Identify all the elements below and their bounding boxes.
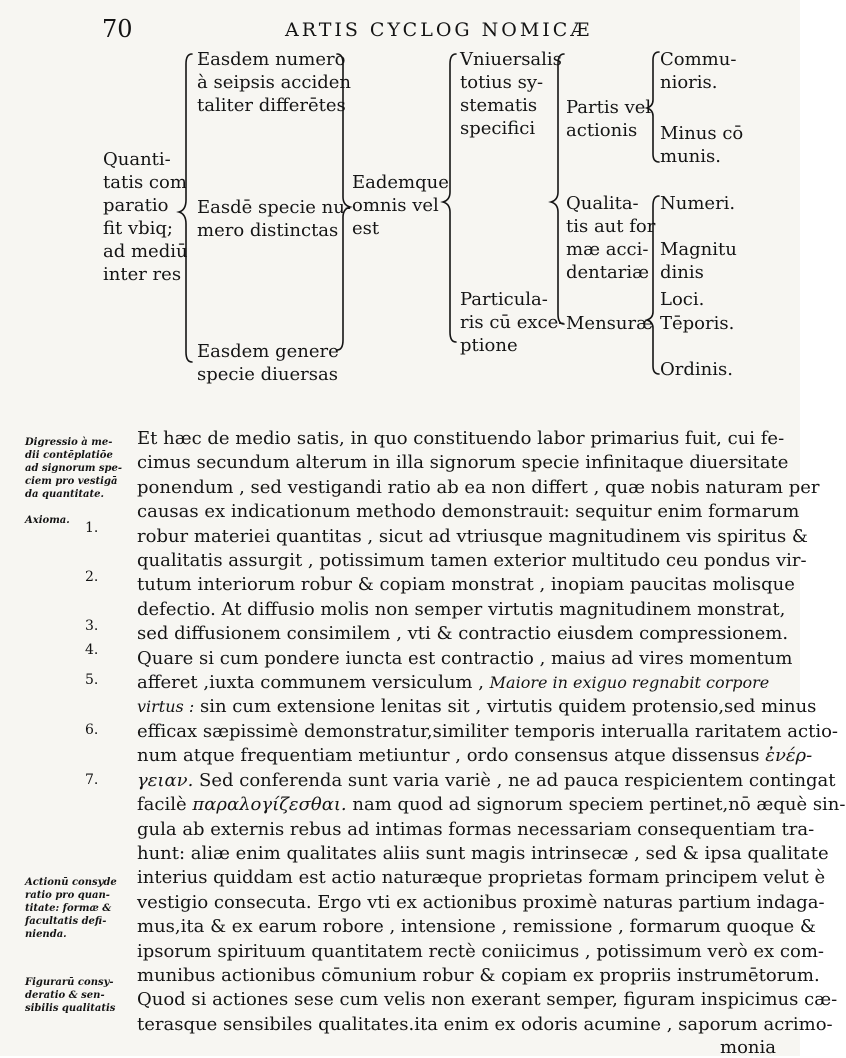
classification-diagram (0, 0, 800, 390)
body-text (137, 425, 846, 1037)
text-line: vestigio consecuta. Ergo vti ex actionibus proximè naturas partium indaga- (137, 891, 825, 913)
margin-note-actionum: Actionū consyde ratio pro quan- titate: formæ & facultatis defi- nienda. (25, 877, 117, 940)
brace-quantitatis (176, 52, 198, 372)
line-number: 1. (85, 520, 99, 536)
brace-vniuersalis (440, 52, 462, 352)
text-line: defectio. At diffusio molis non semper virtutis magnitudinem monstrat, (137, 598, 786, 620)
text-line: tutum interiorum robur & copiam monstrat , inopiam paucitas molisque (137, 574, 795, 596)
text-line: γειαν. Sed conferenda sunt varia variè , ne ad pauca respicientem contingat (137, 769, 836, 791)
text-line: Quare si cum pondere iuncta est contractio , maius ad vires momentum (137, 647, 793, 669)
text-line: mus,ita & ex earum robore , intensione , remissione , formarum quoque & (137, 916, 816, 938)
node-eademque: Eademque omnis vel est (352, 172, 449, 239)
quoted-verse: Maiore in exiguo regnabit corpore (489, 673, 770, 693)
text-line: qualitatis assurgit , potissimum tamen exterior multitudo ceu pondus vir- (137, 550, 807, 572)
quoted-verse-end: virtus : (137, 697, 195, 717)
text-line: sed diffusionem consimilem , vti & contractio eiusdem compressionem. (137, 623, 789, 645)
text-line: terasque sensibiles qualitates.ita enim ex odoris acumine , saporum acrimo- (137, 1013, 833, 1035)
line-number: 3. (85, 618, 99, 634)
text-line: afferet ,iuxta communem versiculum , Maiore in exiguo regnabit corpore (137, 672, 770, 694)
node-magnitudinis: Magnitu dinis (660, 239, 737, 283)
greek-word: γειαν. (137, 769, 194, 791)
node-loci: Loci. (660, 289, 705, 310)
text-line: Et hæc de medio satis, in quo constituendo labor primarius fuit, cui fe- (137, 428, 785, 449)
node-particularis: Particula- ris cū exce- ptione (460, 289, 565, 356)
text-line: num atque frequentiam metiuntur , ordo consensus atque dissensus ἐνέρ- (137, 745, 813, 767)
line-number: 2. (85, 569, 99, 585)
text-line: hunt: aliæ enim qualitates aliis sunt magis intrinsecæ , sed & ipsa qualitate (137, 842, 829, 864)
line-number: 5. (85, 672, 99, 688)
node-specie: Easdē specie nu- mero distinctas (197, 197, 351, 241)
node-mensurae: Mensuræ (566, 313, 654, 334)
page-number: 70 (102, 15, 133, 43)
text-line: facilè παραλογίζεσθαι. nam quod ad signorum speciem pertinet,nō æquè sin- (137, 794, 846, 816)
node-vniuersalis: Vniuersalis totius sy- stematis specifici (460, 49, 562, 139)
line-number: 7. (85, 772, 99, 788)
node-genere: Easdem genere specie diuersas (197, 341, 339, 385)
greek-word: ἐνέρ- (765, 745, 813, 767)
text-line: cimus secundum alterum in illa signorum specie infinitaque diuersitate (137, 452, 789, 474)
node-numeri: Numeri. (660, 193, 736, 214)
catchword: monia (720, 1037, 776, 1058)
text-line: gula ab externis rebus ad intimas formas necessariam consequentiam tra- (137, 818, 815, 840)
margin-note-axioma: Axioma. (25, 515, 70, 526)
text-line: causas ex indicationum methodo demonstrauit: sequitur enim formarum (137, 501, 800, 523)
text-line: efficax sæpissimè demonstratur,similiter temporis interualla raritatem actio- (137, 720, 839, 742)
node-communioris: Commu- nioris. (660, 49, 737, 93)
greek-word: παραλογίζεσθαι. (192, 794, 347, 816)
node-qualitatis: Qualita- tis aut for mæ acci- dentariæ (566, 193, 656, 283)
text-line: Quod si actiones sese cum velis non exerant semper, figuram inspicimus cæ- (137, 989, 838, 1011)
margin-note-figurarum: Figurarū consy- deratio & sen- sibilis qualitatis (25, 977, 116, 1014)
line-number: 4. (85, 642, 99, 658)
node-numero: Easdem numero à seipsis acciden taliter differētes (197, 49, 351, 116)
running-head: ARTIS CYCLOG NOMICÆ (285, 19, 593, 41)
brace-mensura (645, 194, 663, 380)
brace-partis (548, 52, 568, 334)
node-temporis: Tēporis. (660, 313, 735, 334)
node-ordinis: Ordinis. (660, 359, 733, 380)
text-line: interius quiddam est actio naturæque proprietas formam principem velut è (137, 867, 826, 889)
text-line: ponendum , sed vestigandi ratio ab ea non differt , quæ nobis naturam per (137, 476, 820, 498)
text-line: robur materiei quantitas , sicut ad vtriusque magnitudinem vis spiritus & (137, 525, 808, 547)
node-quantitatis: Quanti- tatis com paratio fit vbiq; ad mediū inter res (103, 149, 188, 285)
text-line: ipsorum spirituum quantitatem rectè coniicimus , potissimum verò ex com- (137, 940, 824, 962)
node-minus: Minus cō munis. (660, 123, 744, 167)
brace-eademque (334, 52, 354, 362)
margin-note-digressio: Digressio à me- dii contēplatiōe ad signorum spe- ciem pro vestigā da quantitate. (25, 437, 123, 500)
node-partis: Partis vel actionis (566, 97, 652, 141)
text-line: munibus actionibus cōmunium robur & copiam ex propriis instrumētorum. (137, 964, 820, 986)
text-line: virtus : sin cum extensione lenitas sit , virtutis quidem protensio,sed minus (137, 696, 817, 718)
line-number: 6. (85, 722, 99, 738)
